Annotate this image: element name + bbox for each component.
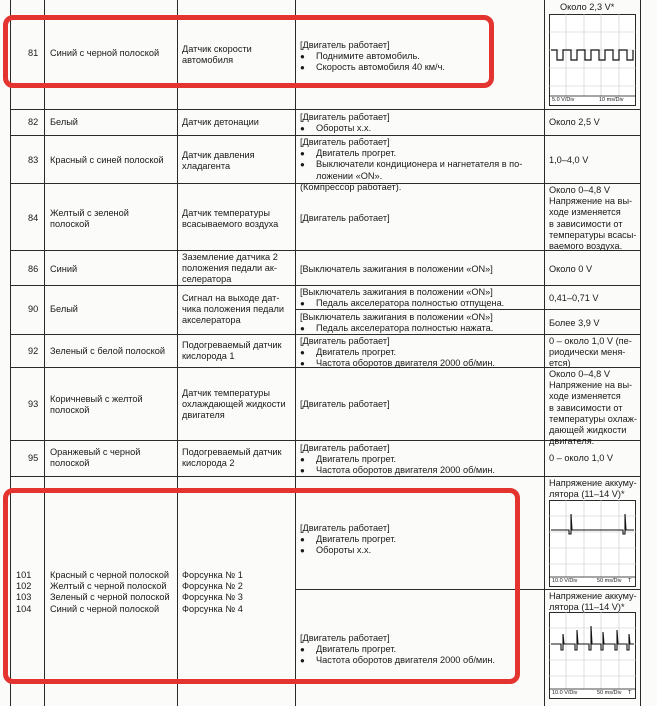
wire-color	[50, 447, 176, 469]
scope-trigger-marker: T	[628, 578, 632, 584]
value-line: ходе изменяется	[549, 207, 621, 218]
value-line: лятора (11–14 V)*	[549, 489, 625, 500]
wire-color	[50, 208, 176, 230]
pin-number: 84	[28, 213, 39, 223]
row-divider	[10, 135, 641, 136]
condition-heading: [Двигатель работает]	[300, 213, 390, 223]
sensor-line: Заземление датчика 2	[182, 252, 278, 262]
pin-line: 104	[16, 603, 32, 614]
sensor-line: Датчик скорости	[182, 44, 252, 54]
row-divider	[10, 109, 641, 110]
test-condition	[300, 336, 543, 370]
sensor-line: Подогреваемый датчик	[182, 447, 282, 457]
wire-color: Белый	[50, 304, 78, 314]
value-line: риодически меня-	[549, 347, 626, 358]
test-condition	[300, 264, 543, 275]
pulse-wave	[549, 14, 636, 106]
scope-time-scale: 10 ms/Div	[599, 97, 624, 103]
reference-value: Около 0 V	[549, 264, 593, 274]
pin-number: 86	[28, 264, 39, 274]
value-line: дающей жидкости	[549, 425, 627, 436]
wire-line: Оранжевый с черной	[50, 447, 141, 457]
sensor-name	[182, 150, 294, 172]
sensor-line: Форсунка № 4	[182, 603, 243, 614]
value-line: двигателя.	[549, 436, 595, 447]
value-line: ваемого воздуха.	[549, 241, 623, 252]
value-line: Напряжение аккуму-	[549, 591, 637, 601]
test-condition	[300, 213, 543, 224]
sensor-name	[182, 340, 294, 362]
row-divider	[10, 250, 641, 251]
reference-value: Более 3,9 V	[549, 318, 600, 328]
row-divider	[10, 440, 641, 441]
scope-trigger-marker: T	[628, 690, 632, 696]
value-line: Около 0–4,8 V	[549, 185, 610, 195]
condition-bullet: ● Двигатель прогрет.	[300, 148, 543, 159]
reference-value: 0,41–0,71 V	[549, 293, 599, 303]
condition-bullet: ● Двигатель прогрет.	[300, 644, 543, 655]
wire-line: Красный с черной полоской	[50, 570, 169, 580]
condition-bullet: ● Педаль акселератора полностью нажата.	[300, 323, 543, 334]
wire-color: Синий	[50, 264, 78, 274]
sensor-line: Датчик температуры	[182, 208, 270, 218]
value-line: 0 – около 1,0 V (пе-	[549, 336, 632, 346]
wire-color: Синий с черной полоской	[50, 48, 160, 58]
condition-bullet: ● Двигатель прогрет.	[300, 347, 543, 358]
sensor-line: акселератора	[182, 315, 241, 326]
value-line: лятора (11–14 V)*	[549, 602, 625, 613]
sensor-line: хладагента	[182, 161, 231, 172]
test-condition	[300, 112, 543, 134]
value-line: Около 0–4,8 V	[549, 369, 610, 379]
wire-line: Желтый с зеленой	[50, 208, 129, 218]
scope-volt-scale: 10.0 V/Div	[552, 578, 578, 584]
wire-color: Красный с синей полоской	[50, 155, 164, 165]
condition-heading: [Двигатель работает]	[300, 137, 390, 147]
value-line: в зависимости от	[549, 402, 623, 413]
highlight-box-row-81	[3, 15, 494, 88]
condition-bullet: ● Частота оборотов двигателя 2000 об/мин.	[300, 655, 543, 666]
sensor-name	[182, 252, 294, 286]
condition-bullet: ● Выключатели кондиционера и нагнетателя в по-	[300, 159, 543, 170]
test-condition	[300, 443, 543, 477]
reference-value: 0 – около 1,0 V	[549, 453, 614, 463]
pin-number: 93	[28, 399, 39, 409]
wire-color: Белый	[50, 117, 78, 127]
injector-pulse-wave	[549, 612, 636, 699]
sensor-line: Форсунка № 1	[182, 570, 243, 580]
scope-time-scale: 50 ms/Div	[597, 690, 622, 696]
sensor-line: охлаждающей жидкости	[182, 399, 286, 410]
col-divider	[640, 0, 641, 706]
condition-heading: [Двигатель работает]	[300, 399, 390, 409]
condition-bullet: ● Частота оборотов двигателя 2000 об/мин.	[300, 465, 543, 476]
pin-line: 103	[16, 592, 32, 603]
condition-heading: [Выключатель зажигания в положении «ON»]	[300, 264, 493, 274]
pin-number: 95	[28, 453, 39, 463]
sensor-line: Форсунка № 2	[182, 581, 243, 592]
sensor-line: кислорода 1	[182, 351, 235, 362]
sensor-line: Датчик давления	[182, 150, 255, 160]
pin-line: 101	[16, 570, 32, 580]
sensor-line: Форсунка № 3	[182, 592, 243, 603]
sensor-name	[182, 447, 294, 469]
row-divider	[10, 285, 641, 286]
scope-volt-scale: 10.0 V/Div	[552, 690, 578, 696]
wire-line: полоской	[50, 458, 90, 469]
sensor-line: двигателя	[182, 410, 225, 421]
condition-heading: [Двигатель работает]	[300, 112, 390, 122]
sensor-name: Датчик детонации	[182, 117, 259, 127]
sensor-name	[182, 293, 294, 327]
reference-value: 1,0–4,0 V	[549, 155, 589, 165]
wire-line: Зеленый с черной полоской	[50, 592, 170, 603]
test-condition	[300, 287, 543, 309]
value-line: Напряжение аккуму-	[549, 478, 637, 488]
wire-line: Синий с черной полоской	[50, 603, 160, 614]
sensor-line: селератора	[182, 274, 232, 285]
col-divider	[544, 0, 545, 706]
pin-number: 83	[28, 155, 39, 165]
reference-value	[549, 591, 639, 613]
pin-number: 82	[28, 117, 39, 127]
test-condition	[300, 399, 543, 410]
condition-heading: [Выключатель зажигания в положении «ON»]	[300, 287, 493, 297]
value-line: температуры всасы-	[549, 229, 637, 240]
test-condition	[300, 137, 543, 193]
value-line: Напряжение на вы-	[549, 380, 633, 391]
wire-line: Желтый с черной полоской	[50, 581, 167, 592]
oscilloscope-waveform	[549, 612, 636, 699]
condition-heading: [Двигатель работает]	[300, 633, 390, 643]
oscilloscope-waveform	[549, 14, 636, 106]
condition-heading: [Двигатель работает]	[300, 40, 390, 50]
wire-color: Зеленый с белой полоской	[50, 346, 165, 356]
pin-number: 81	[28, 48, 39, 58]
sensor-line: положения педали ак-	[182, 263, 277, 274]
scope-volt-scale: 5.0 V/Div	[552, 97, 575, 103]
wire-color	[50, 394, 176, 416]
sensor-line: Сигнал на выходе дат-	[182, 293, 280, 303]
condition-bullet: ● Скорость автомобиля 40 км/ч.	[300, 62, 543, 73]
reference-value: Около 2,5 V	[549, 117, 600, 127]
pin-number: 90	[28, 304, 39, 314]
condition-bullet: ● Обороты х.х.	[300, 123, 543, 134]
condition-bullet: ● Педаль акселератора полностью отпущена.	[300, 298, 543, 309]
condition-continuation: ложении «ON».	[316, 170, 383, 181]
oscilloscope-waveform	[549, 500, 636, 587]
reference-value	[549, 369, 639, 447]
condition-bullet: ● Двигатель прогрет.	[300, 454, 543, 465]
sensor-line: всасываемого воздуха	[182, 219, 279, 230]
sensor-line: автомобиля	[182, 55, 234, 66]
sensor-line: Датчик температуры	[182, 388, 270, 398]
pin-line: 102	[16, 581, 32, 592]
value-line: ходе изменяется	[549, 391, 621, 402]
pin-number: 92	[28, 346, 39, 356]
reference-value: Около 2,3 V*	[560, 2, 615, 12]
value-line: ется)	[549, 358, 571, 369]
sensor-name	[182, 208, 294, 230]
condition-note: (Компрессор работает).	[300, 181, 402, 192]
condition-bullet: ● Частота оборотов двигателя 2000 об/мин.	[300, 358, 543, 369]
condition-heading: [Выключатель зажигания в положении «ON»]	[300, 312, 493, 322]
condition-bullet: ● Поднимите автомобиль.	[300, 51, 543, 62]
test-condition	[300, 312, 543, 334]
wire-line: полоской	[50, 219, 90, 230]
condition-bullet: ● Двигатель прогрет.	[300, 534, 543, 545]
reference-value	[549, 478, 639, 500]
scope-time-scale: 50 ms/Div	[597, 578, 622, 584]
wire-line: Коричневый с желтой	[50, 394, 143, 404]
wire-line: полоской	[50, 405, 90, 416]
sensor-name	[182, 388, 294, 422]
sensor-line: чика положения педали	[182, 304, 284, 315]
condition-heading: [Двигатель работает]	[300, 336, 390, 346]
reference-value	[549, 336, 639, 370]
highlight-box-injectors	[3, 488, 520, 684]
value-line: в зависимости от	[549, 218, 623, 229]
sensor-line: кислорода 2	[182, 458, 235, 469]
condition-bullet: ● Обороты х.х.	[300, 545, 543, 556]
condition-heading: [Двигатель работает]	[300, 523, 390, 533]
injector-pulse-wave	[549, 500, 636, 587]
sensor-line: Подогреваемый датчик	[182, 340, 282, 350]
value-line: Напряжение на вы-	[549, 196, 633, 207]
value-line: температуры охлаж-	[549, 413, 637, 424]
condition-heading: [Двигатель работает]	[300, 443, 390, 453]
reference-value	[549, 185, 639, 252]
